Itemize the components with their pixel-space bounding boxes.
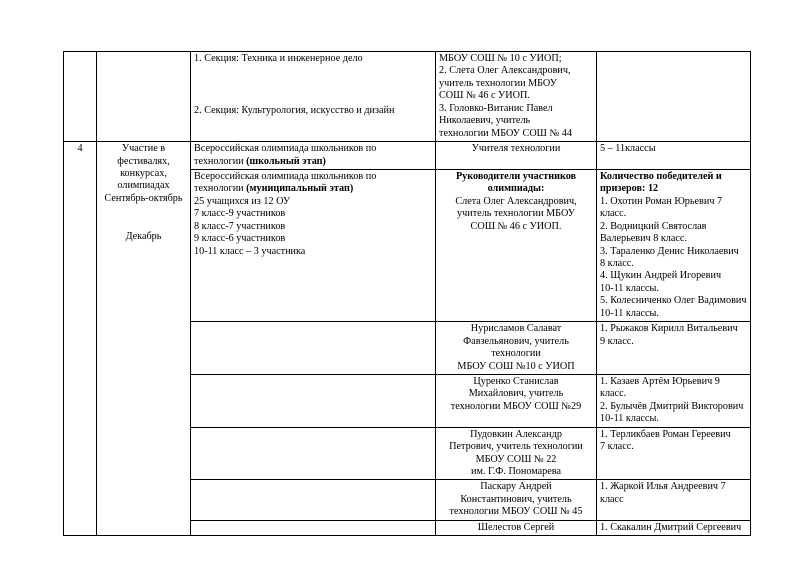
cell-winners — [597, 374, 751, 427]
activities-table — [63, 51, 751, 536]
teacher-line: Нурисламов Салават — [470, 323, 562, 335]
winner-line: 3. Тараленко Денис Николаевич — [600, 245, 739, 257]
supervisor-line: технологии МБОУ СОШ № 44 — [439, 127, 572, 139]
cell-number — [64, 52, 97, 142]
winner-line: 10-11 классы. — [600, 307, 659, 319]
supervisor-line: 2. Слета Олег Александрович, — [439, 65, 571, 77]
event-detail-line: 25 учащихся из 12 ОУ — [194, 195, 291, 207]
winner-line: 1. Терликбаев Роман Гереевич — [600, 428, 731, 440]
table-row — [64, 52, 751, 142]
activity-line: конкурсах, — [120, 167, 167, 179]
cell-supervisors-school: Учителя технологии — [436, 142, 597, 170]
teacher-line: Петрович, учитель технологии — [449, 441, 583, 453]
cell-winners — [597, 427, 751, 480]
cell-row-number: 4 — [64, 142, 97, 536]
teacher-line: им. Г.Ф. Пономарева — [471, 466, 561, 477]
cell-activity — [97, 52, 191, 142]
teacher-line: Шелестов Сергей — [477, 521, 555, 533]
cell-winners-municipal — [597, 169, 751, 321]
activity-gap — [100, 205, 187, 231]
event-text-bold: (муниципальный этап) — [246, 183, 354, 195]
winner-line: 8 класс. — [600, 258, 634, 269]
cell-event-blank — [191, 480, 436, 520]
winner-line: 1. Скакалин Дмитрий Сергеевич — [600, 521, 742, 533]
event-detail-line: 9 класс-6 участников — [194, 233, 286, 245]
event-detail-line: 8 класс-7 участников — [194, 220, 286, 232]
winner-line: 7 класс. — [600, 441, 634, 453]
event-detail-line: 7 класс-9 участников — [194, 208, 286, 220]
event-text-plain: технологии — [194, 155, 247, 167]
supervisors-heading-line: олимпиады: — [487, 183, 545, 195]
table-row — [64, 142, 751, 170]
teacher-line: Фавзельянович, учитель — [463, 335, 569, 347]
activity-period: Сентябрь-октябрь — [104, 192, 183, 204]
cell-event-blank — [191, 520, 436, 535]
cell-teacher — [436, 480, 597, 520]
supervisor-line: СОШ № 46 с УИОП. — [470, 220, 562, 232]
cell-teacher — [436, 427, 597, 480]
section-item-1: 1. Секция: Техника и инженерное дело — [194, 53, 363, 64]
winner-line: 9 класс. — [600, 335, 634, 347]
teacher-line: Паскару Андрей — [480, 481, 552, 493]
activity-line: олимпиадах — [117, 180, 170, 192]
supervisor-line: МБОУ СОШ № 10 с УИОП; — [439, 53, 562, 64]
event-line-2 — [194, 183, 432, 195]
teacher-line: технологии МБОУ СОШ № 45 — [449, 506, 583, 518]
teacher-line: Константинович, учитель — [460, 493, 572, 505]
cell-teacher — [436, 374, 597, 427]
supervisor-line: Слета Олег Александрович, — [455, 195, 577, 207]
winner-line: 10-11 классы. — [600, 282, 659, 294]
teacher-line: технологии МБОУ СОШ №29 — [450, 400, 582, 412]
winner-line: 2. Булычёв Дмитрий Викторович — [600, 400, 744, 412]
event-line-2 — [194, 156, 432, 168]
cell-winners — [597, 480, 751, 520]
winner-line: 1. Рыжаков Кирилл Витальевич — [600, 323, 738, 335]
supervisor-line: Николаевич, учитель — [439, 115, 531, 127]
event-line-1: Всероссийская олимпиада школьников по — [194, 143, 377, 155]
cell-event-municipal-stage — [191, 169, 436, 321]
activity-line: фестивалях, — [117, 155, 170, 167]
cell-teacher — [436, 322, 597, 375]
winner-line: 1. Охотин Роман Юрьевич 7 класс. — [600, 195, 723, 220]
event-text-plain: технологии — [194, 183, 247, 195]
event-text-bold: (школьный этап) — [246, 155, 326, 167]
cell-event-blank — [191, 322, 436, 375]
cell-sections — [191, 52, 436, 142]
winners-count-line: призеров: 12 — [600, 183, 659, 195]
winner-line: 1. Жаркой Илья Андреевич 7 класс — [600, 481, 726, 505]
supervisor-line: учитель технологии МБОУ — [439, 77, 557, 89]
cell-event-school-stage — [191, 142, 436, 170]
section-item-2: 2. Секция: Культурология, искусство и дизайн — [194, 105, 395, 117]
winners-heading-line: Количество победителей и — [600, 170, 722, 182]
teacher-line: Михайлович, учитель — [468, 388, 564, 400]
supervisor-line: учитель технологии МБОУ — [457, 208, 575, 220]
teacher-line: Цуренко Станислав — [473, 375, 559, 387]
cell-winners — [597, 322, 751, 375]
cell-classes — [597, 52, 751, 142]
event-line-1: Всероссийская олимпиада школьников по — [194, 170, 377, 182]
supervisor-line: 3. Головко-Витанис Павел — [439, 102, 553, 114]
cell-winners — [597, 520, 751, 535]
teacher-line: Пудовкин Александр — [470, 428, 562, 440]
winner-line: 10-11 классы. — [600, 413, 659, 425]
cell-event-blank — [191, 427, 436, 480]
cell-event-blank — [191, 374, 436, 427]
supervisor-line: СОШ № 46 с УИОП. — [439, 90, 530, 102]
cell-supervisors — [436, 52, 597, 142]
cell-classes-school: 5 – 11классы — [597, 142, 751, 170]
winner-line: Валерьевич 8 класс. — [600, 233, 687, 245]
winner-line: 4. Щукин Андрей Игоревич — [600, 270, 722, 282]
teacher-line: МБОУ СОШ № 22 — [475, 453, 557, 465]
winner-line: 2. Водницкий Святослав — [600, 220, 707, 232]
cell-supervisors-municipal — [436, 169, 597, 321]
teacher-line: технологии — [491, 348, 541, 360]
supervisors-heading-line: Руководители участников — [455, 170, 577, 182]
section-gap — [194, 65, 432, 105]
cell-teacher — [436, 520, 597, 535]
activity-period-2: Декабрь — [125, 231, 162, 243]
winner-line: 1. Казаев Артём Юрьевич 9 класс. — [600, 375, 720, 400]
winner-line: 5. Колесниченко Олег Вадимович — [600, 295, 747, 307]
activity-line: Участие в — [121, 143, 166, 155]
teacher-line: МБОУ СОШ №10 с УИОП — [457, 360, 575, 372]
event-detail-line: 10-11 класс – 3 участника — [194, 245, 306, 257]
cell-activity-name — [97, 142, 191, 536]
